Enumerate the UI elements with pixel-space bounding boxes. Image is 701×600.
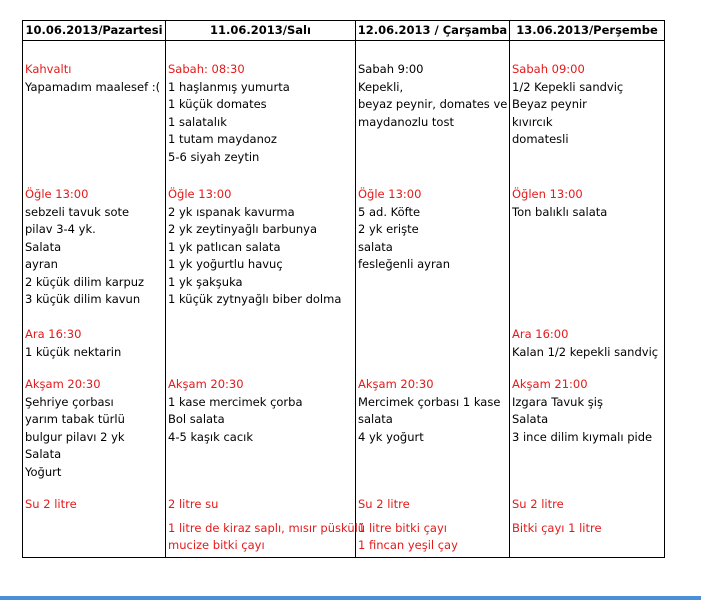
meal-item: 2 yk erişte (358, 222, 419, 236)
meal-section-ogle (168, 186, 341, 309)
meal-item: fesleğenli ayran (358, 257, 451, 271)
meal-item: 3 ince dilim kıymalı pide (512, 429, 653, 444)
meal-item: Su 2 litre (512, 497, 564, 511)
header-wednesday: 12.06.2013 / Çarşamba (357, 23, 508, 37)
header-tuesday: 11.06.2013/Salı (210, 23, 311, 37)
meal-item: 1 litre bitki çayı (358, 520, 447, 535)
meal-item: beyaz peynir, domates ve (358, 97, 508, 111)
meal-item: maydanozlu tost (358, 114, 454, 129)
meal-section-aksam (358, 376, 500, 446)
column-border (165, 20, 166, 558)
meal-section-ara (512, 326, 658, 361)
meal-section-aksam (512, 376, 652, 446)
meal-title: Akşam 20:30 (25, 377, 101, 391)
column-border (355, 20, 356, 558)
meal-item: 1/2 Kepekli sandviç (512, 79, 624, 94)
meal-item: Sabah 9:00 (358, 62, 424, 76)
window-bottom-bar (0, 596, 701, 600)
meal-item: salata (358, 412, 393, 426)
meal-title: Ara 16:30 (25, 327, 82, 341)
meal-title: Ara 16:00 (512, 327, 569, 341)
meal-item: Yoğurt (25, 464, 62, 479)
meal-section-su (168, 496, 365, 555)
meal-item: Kalan 1/2 kepekli sandviç (512, 344, 659, 359)
meal-title: Kahvaltı (25, 62, 72, 76)
meal-title: Öğle 13:00 (25, 187, 89, 201)
meal-section-aksam (168, 376, 303, 446)
meal-item: 3 küçük dilim kavun (25, 292, 141, 306)
meal-item: yarım tabak türlü (25, 412, 125, 426)
meal-item: pilav 3-4 yk. (25, 222, 96, 236)
meal-item: 4-5 kaşık cacık (168, 429, 253, 444)
meal-item: Kepekli, (358, 79, 404, 94)
meal-item: mucize bitki çayı (168, 538, 265, 552)
meal-item: Su 2 litre (358, 497, 410, 511)
header-monday: 10.06.2013/Pazartesi (25, 23, 163, 37)
meal-item: 1 kase mercimek çorba (168, 394, 303, 409)
meal-item: 1 haşlanmış yumurta (168, 79, 290, 94)
meal-item: Şehriye çorbası (25, 394, 114, 409)
header-thursday: 13.06.2013/Perşembe (516, 23, 658, 37)
meal-title: Öğlen 13:00 (512, 187, 583, 201)
meal-item: kıvırcık (512, 114, 553, 129)
meal-item: 2 küçük dilim karpuz (25, 274, 145, 289)
meal-item: 1 tutam maydanoz (168, 132, 277, 146)
meal-item: Salata (25, 239, 62, 254)
meal-title: Akşam 20:30 (168, 377, 244, 391)
meal-item: sebzeli tavuk sote (25, 204, 130, 219)
meal-title: Sabah 09:00 (512, 62, 585, 76)
meal-section-kahvalti (358, 61, 507, 131)
meal-title: Akşam 20:30 (358, 377, 434, 391)
meal-section-kahvalti (25, 61, 160, 96)
meal-section-kahvalti (512, 61, 623, 149)
meal-item: 1 yk yoğurtlu havuç (168, 257, 283, 271)
meal-item: 1 yk şakşuka (168, 274, 243, 289)
meal-section-aksam (25, 376, 125, 481)
meal-item: Bitki çayı 1 litre (512, 520, 602, 535)
meal-item: 1 küçük nektarin (25, 344, 122, 359)
meal-item: Salata (512, 412, 549, 426)
meal-section-ogle (25, 186, 144, 309)
meal-item: Salata (25, 447, 62, 461)
meal-item: 4 yk yoğurt (358, 429, 424, 444)
meal-item: bulgur pilavı 2 yk (25, 429, 125, 444)
meal-item: ayran (25, 257, 58, 271)
meal-item: 1 küçük domates (168, 97, 267, 111)
meal-section-su (512, 496, 602, 537)
meal-item: domatesli (512, 132, 569, 146)
meal-item: 1 küçük zytnyağlı biber dolma (168, 292, 342, 306)
meal-item: 1 litre de kiraz saplı, mısır püskülü (168, 520, 366, 535)
meal-title: Öğle 13:00 (358, 187, 422, 201)
meal-item: 5-6 siyah zeytin (168, 149, 260, 164)
meal-item: Bol salata (168, 412, 225, 426)
meal-title: Sabah: 08:30 (168, 62, 245, 76)
meal-item: Mercimek çorbası 1 kase (358, 394, 501, 409)
meal-section-ogle (512, 186, 607, 221)
meal-section-ogle (358, 186, 450, 274)
meal-section-su (25, 496, 77, 514)
meal-item: Su 2 litre (25, 497, 77, 511)
meal-item: 1 yk patlıcan salata (168, 239, 281, 254)
meal-item: Beyaz peynir (512, 97, 587, 111)
meal-title: Akşam 21:00 (512, 377, 588, 391)
meal-title: Öğle 13:00 (168, 187, 232, 201)
meal-section-kahvalti (168, 61, 290, 166)
table-bottom-border (22, 557, 665, 558)
meal-table (22, 20, 665, 558)
meal-item: Ton balıklı salata (512, 204, 608, 219)
header-divider (22, 40, 665, 41)
meal-section-su (358, 496, 458, 555)
column-border (22, 20, 23, 558)
meal-item: 2 yk zeytinyağlı barbunya (168, 222, 318, 236)
meal-item: 5 ad. Köfte (358, 204, 421, 219)
meal-item: 2 litre su (168, 497, 219, 511)
column-border (509, 20, 510, 558)
meal-item: Izgara Tavuk şiş (512, 394, 603, 409)
meal-item: 2 yk ıspanak kavurma (168, 204, 295, 219)
meal-item: Yapamadım maalesef :( (25, 79, 161, 94)
meal-item: salata (358, 239, 393, 254)
meal-section-ara (25, 326, 121, 361)
column-border (664, 20, 665, 558)
meal-item: 1 salatalık (168, 114, 227, 129)
meal-item: 1 fincan yeşil çay (358, 538, 458, 552)
